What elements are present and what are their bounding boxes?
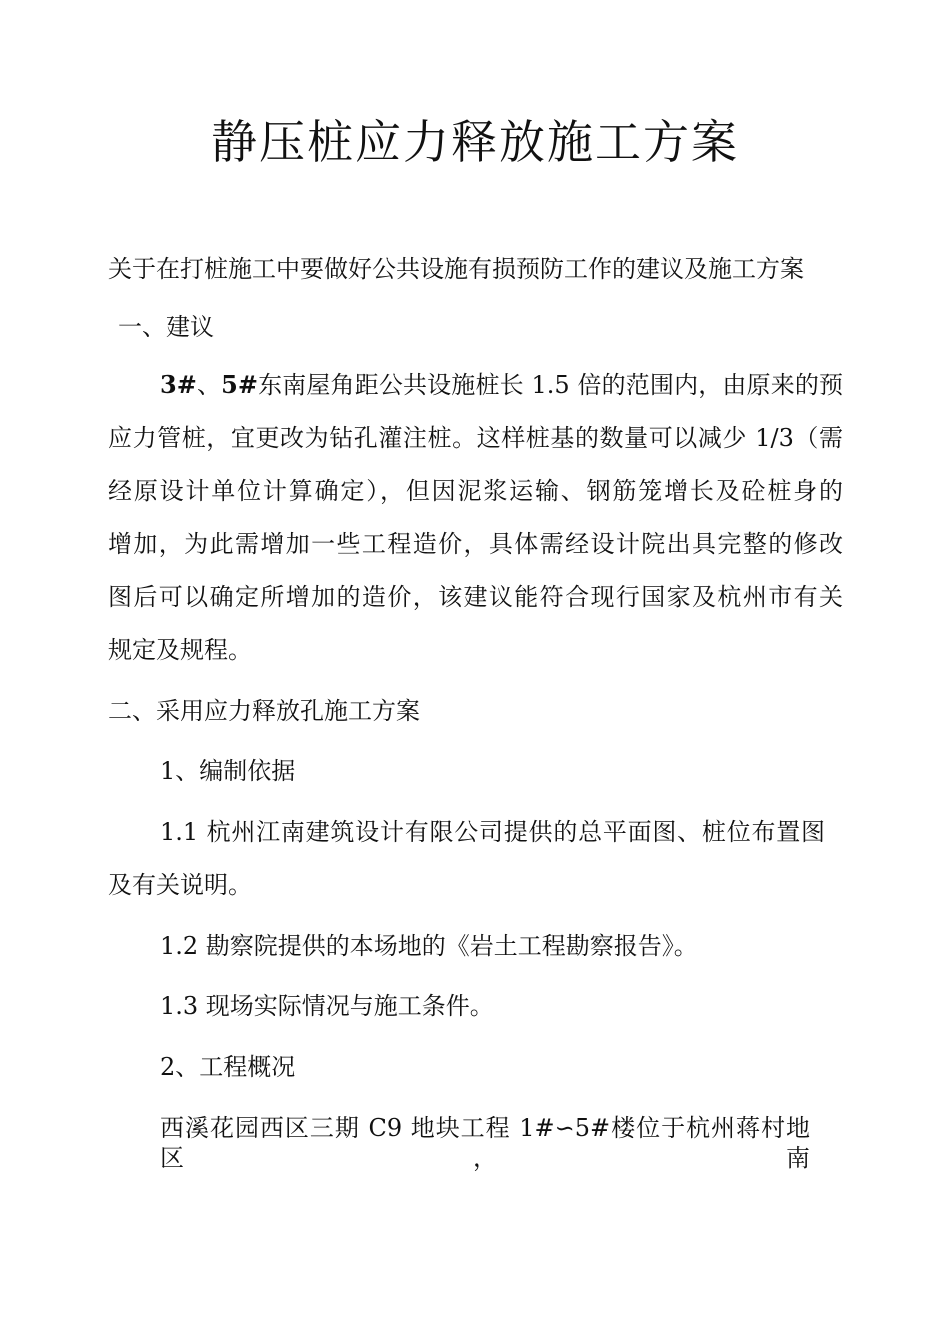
basis-item-1-1-line-2: 及有关说明。	[108, 871, 252, 899]
basis-item-1-2: 1.2 勘察院提供的本场地的《岩土工程勘察报告》。	[160, 932, 698, 960]
basis-item-1-1-line-1: 1.1 杭州江南建筑设计有限公司提供的总平面图、桩位布置图	[160, 818, 825, 846]
suggestion-paragraph-line-2: 应力管桩，宜更改为钻孔灌注桩。这样桩基的数量可以减少 1/3（需	[108, 424, 843, 452]
building-number-3: 3#	[160, 370, 197, 399]
item-heading-overview: 2、工程概况	[160, 1053, 296, 1081]
suggestion-paragraph-line-6: 规定及规程。	[108, 636, 252, 664]
suggestion-paragraph-line-1	[160, 370, 843, 400]
building-number-5: 5#	[221, 370, 258, 399]
section-heading-suggestion: 一、建议	[118, 313, 214, 341]
separator: 、	[196, 371, 222, 399]
section-heading-stress-release: 二、采用应力释放孔施工方案	[108, 697, 420, 725]
suggestion-paragraph-line-3: 经原设计单位计算确定），但因泥浆运输、钢筋笼增长及砼桩身的	[108, 477, 843, 505]
item-heading-basis: 1、编制依据	[160, 757, 296, 785]
suggestion-paragraph-line-4: 增加，为此需增加一些工程造价，具体需经设计院出具完整的修改	[108, 530, 843, 558]
document-subtitle: 关于在打桩施工中要做好公共设施有损预防工作的建议及施工方案	[108, 255, 804, 283]
basis-item-1-3: 1.3 现场实际情况与施工条件。	[160, 992, 494, 1020]
overview-paragraph-line-1: 西溪花园西区三期 C9 地块工程 1#∽5#楼位于杭州蒋村地区，南	[160, 1114, 810, 1172]
suggestion-paragraph-line-5: 图后可以确定所增加的造价，该建议能符合现行国家及杭州市有关	[108, 583, 843, 611]
page-title: 静压桩应力释放施工方案	[211, 115, 739, 169]
paragraph-text: 东南屋角距公共设施桩长 1.5 倍的范围内，由原来的预	[257, 371, 843, 399]
